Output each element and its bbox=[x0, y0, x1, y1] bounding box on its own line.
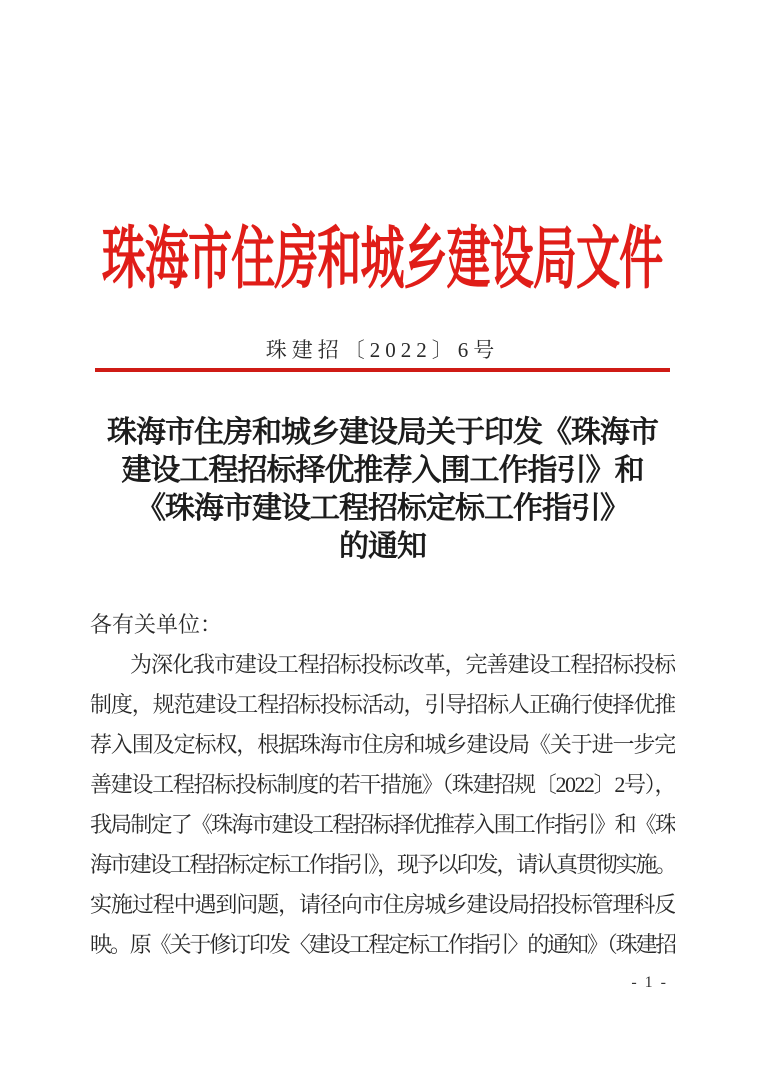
document-number: 珠建招〔2022〕6号 bbox=[265, 338, 500, 362]
document-title bbox=[45, 414, 720, 566]
document-title-line: 建设工程招标择优推荐入围工作指引》和 bbox=[121, 454, 644, 487]
red-divider-line bbox=[95, 368, 670, 372]
page-number: - 1 - bbox=[631, 974, 668, 991]
salutation: 各有关单位： bbox=[90, 612, 223, 637]
agency-title: 珠海市住房和城乡建设局文件 bbox=[102, 220, 663, 297]
document-title-line: 珠海市住房和城乡建设局关于印发《珠海市 bbox=[107, 416, 658, 449]
body-text bbox=[90, 605, 675, 965]
body-line: 荐入围及定标权，根据珠海市住房和城乡建设局《关于进一步完 bbox=[90, 732, 675, 757]
document-title-line: 的通知 bbox=[339, 530, 426, 563]
document-title-line: 《珠海市建设工程招标定标工作指引》 bbox=[136, 492, 629, 525]
body-line: 善建设工程招标投标制度的若干措施》（珠建招规〔2022〕2号）， bbox=[90, 772, 675, 797]
body-line: 映。原《关于修订印发〈建设工程定标工作指引〉的通知》（珠建招 bbox=[90, 932, 675, 957]
body-line: 制度，规范建设工程招标投标活动，引导招标人正确行使择优推 bbox=[90, 692, 675, 717]
body-line: 为深化我市建设工程招标投标改革，完善建设工程招标投标 bbox=[130, 652, 675, 677]
red-header bbox=[0, 210, 765, 297]
body-line: 海市建设工程招标定标工作指引》，现予以印发，请认真贯彻实施。 bbox=[90, 852, 675, 877]
body-line: 实施过程中遇到问题，请径向市住房城乡建设局招投标管理科反 bbox=[90, 892, 675, 917]
body-line: 我局制定了《珠海市建设工程招标择优推荐入围工作指引》和《珠 bbox=[90, 812, 675, 837]
